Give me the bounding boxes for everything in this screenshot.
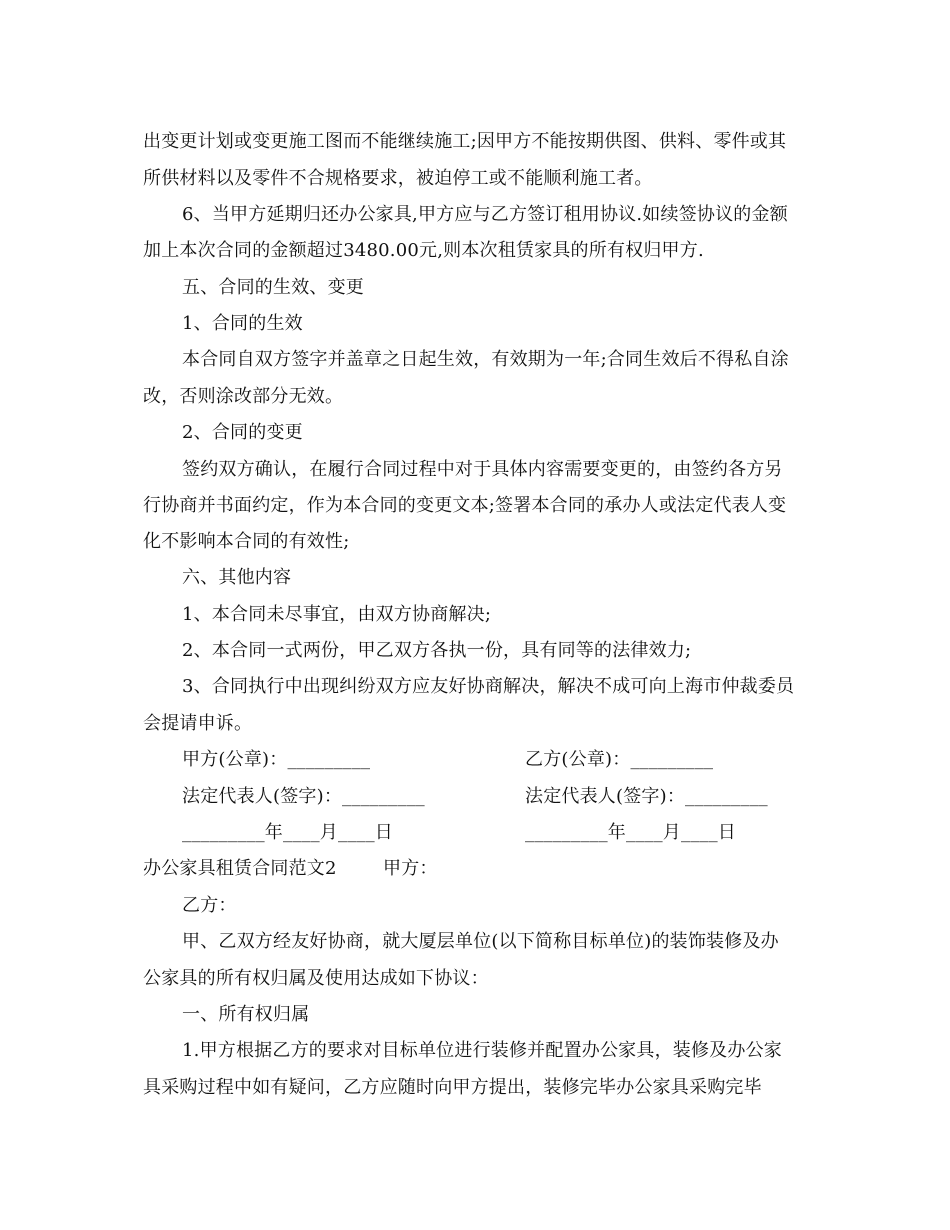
party-b-label: 乙方：	[182, 895, 237, 916]
section-heading: 五、合同的生效、变更	[182, 277, 364, 298]
paragraph-line: 加上本次合同的金额超过3480.00元,则本次租赁家具的所有权归甲方.	[143, 240, 704, 261]
party-b-seal-field: 乙方(公章)：_________	[525, 749, 714, 770]
party-a-representative-field: 法定代表人(签字)：_________	[182, 786, 425, 807]
paragraph-line: 具采购过程中如有疑问，乙方应随时向甲方提出，装修完毕办公家具采购完毕	[143, 1077, 762, 1098]
paragraph-line: 本合同自双方签字并盖章之日起生效，有效期为一年;合同生效后不得私自涂	[182, 349, 789, 370]
party-b-representative-field: 法定代表人(签字)：_________	[525, 786, 768, 807]
paragraph-line: 1、本合同未尽事宜，由双方协商解决;	[182, 604, 492, 625]
subsection-heading: 1、合同的生效	[182, 313, 303, 334]
paragraph-line: 所供材料以及零件不合规格要求，被迫停工或不能顺利施工者。	[143, 168, 653, 189]
paragraph-line: 公家具的所有权归属及使用达成如下协议：	[143, 968, 489, 989]
party-b-date-field: _________年____月____日	[525, 822, 736, 843]
paragraph-line: 签约双方确认，在履行合同过程中对于具体内容需要变更的，由签约各方另	[182, 459, 783, 480]
paragraph-line: 甲、乙双方经友好协商，就大厦层单位(以下简称目标单位)的装饰装修及办	[182, 931, 779, 952]
paragraph-line: 行协商并书面约定，作为本合同的变更文本;签署本合同的承办人或法定代表人变	[143, 495, 787, 516]
paragraph-line: 2、本合同一式两份，甲乙双方各执一份，具有同等的法律效力;	[182, 640, 692, 661]
section-heading: 一、所有权归属	[182, 1004, 310, 1025]
subsection-heading: 2、合同的变更	[182, 422, 303, 443]
paragraph-line: 6、当甲方延期归还办公家具,甲方应与乙方签订租用协议.如续签协议的金额	[182, 204, 788, 225]
paragraph-line: 化不影响本合同的有效性;	[143, 531, 350, 552]
paragraph-line: 会提请申诉。	[143, 713, 253, 734]
party-a-label: 甲方：	[383, 858, 438, 879]
section-heading: 六、其他内容	[182, 567, 292, 588]
paragraph-line: 出变更计划或变更施工图而不能继续施工;因甲方不能按期供图、供料、零件或其	[143, 131, 787, 152]
party-a-seal-field: 甲方(公章)：_________	[182, 749, 371, 770]
paragraph-line: 3、合同执行中出现纠纷双方应友好协商解决，解决不成可向上海市仲裁委员	[182, 676, 795, 697]
party-a-date-field: _________年____月____日	[182, 822, 393, 843]
paragraph-line: 改，否则涂改部分无效。	[143, 386, 344, 407]
paragraph-line: 1.甲方根据乙方的要求对目标单位进行装修并配置办公家具，装修及办公家	[182, 1040, 782, 1061]
section-title: 办公家具租赁合同范文2	[143, 858, 337, 879]
